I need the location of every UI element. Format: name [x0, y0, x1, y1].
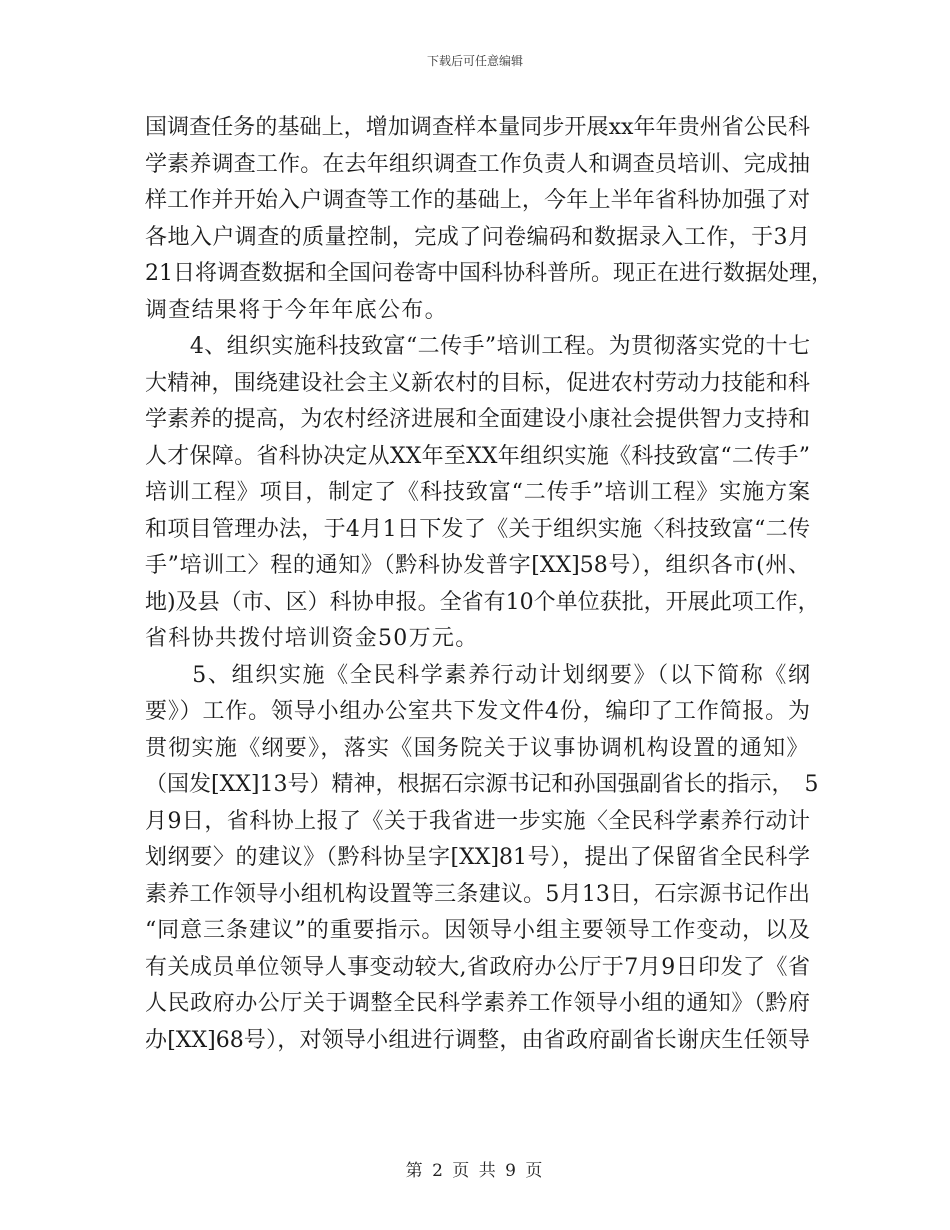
- text-line: 月9日，省科协上报了《关于我省进一步实施〈全民科学素养行动计: [145, 808, 810, 834]
- text-line: 21日将调查数据和全国问卷寄中国科协科普所。现正在进行数据处理，: [145, 261, 833, 286]
- text-line: 调查结果将于今年年底公布。: [145, 297, 448, 323]
- text-line: 地)及县（市、区）科协申报。全省有10个单位获批，开展此项工作，: [145, 589, 820, 615]
- text-line: 省科协共拨付培训资金50万元。: [145, 626, 479, 651]
- text-line: 4、组织实施科技致富“二传手”培训工程。为贯彻落实党的十七: [145, 334, 810, 359]
- text-line: 学素养的提高，为农村经济进展和全面建设小康社会提供智力支持和: [145, 407, 810, 432]
- text-line: 贯彻实施《纲要》，落实《国务院关于议事协调机构设置的通知》: [145, 735, 810, 761]
- text-line: 有关成员单位领导人事变动较大,省政府办公厅于7月9日印发了《省: [145, 954, 810, 980]
- page-footer: 第 2 页 共 9 页: [405, 1161, 545, 1181]
- text-line: 素养工作领导小组机构设置等三条建议。5月13日，石宗源书记作出: [145, 881, 810, 907]
- text-line: 培训工程》项目，制定了《科技致富“二传手”培训工程》实施方案: [145, 480, 810, 505]
- text-line: 人民政府办公厅关于调整全民科学素养工作领导小组的通知》（黔府: [145, 991, 810, 1016]
- text-line: 和项目管理办法，于4月1日下发了《关于组织实施〈科技致富“二传: [145, 516, 810, 542]
- text-line: （国发[XX]13号）精神，根据石宗源书记和孙国强副省长的指示， 5: [145, 772, 819, 797]
- text-line: “同意三条建议”的重要指示。因领导小组主要领导工作变动，以及: [145, 918, 810, 943]
- page-header: 下载后可任意编辑: [426, 54, 523, 68]
- text-line: 办[XX]68号），对领导小组进行调整，由省政府副省长谢庆生任领导: [145, 1027, 810, 1053]
- text-line: 各地入户调查的质量控制，完成了问卷编码和数据录入工作，于3月: [145, 224, 810, 250]
- text-line: 大精神，围绕建设社会主义新农村的目标，促进农村劳动力技能和科: [145, 370, 810, 396]
- text-line: 划纲要〉的建议》（黔科协呈字[XX]81号），提出了保留省全民科学: [145, 845, 810, 870]
- text-line: 手”培训工〉程的通知》（黔科协发普字[XX]58号），组织各市(州、: [145, 553, 810, 578]
- text-line: 样工作并开始入户调查等工作的基础上，今年上半年省科协加强了对: [145, 188, 810, 213]
- text-line: 人才保障。省科协决定从XX年至XX年组织实施《科技致富“二传手”: [145, 443, 810, 469]
- text-line: 学素养调查工作。在去年组织调查工作负责人和调查员培训、完成抽: [145, 151, 810, 177]
- text-line: 要》）工作。领导小组办公室共下发文件4份，编印了工作简报。为: [145, 699, 810, 724]
- text-line: 国调查任务的基础上，增加调查样本量同步开展xx年年贵州省公民科: [145, 115, 810, 140]
- document-body: [145, 110, 833, 1059]
- text-line: 5、组织实施《全民科学素养行动计划纲要》（以下简称《纲: [145, 662, 810, 688]
